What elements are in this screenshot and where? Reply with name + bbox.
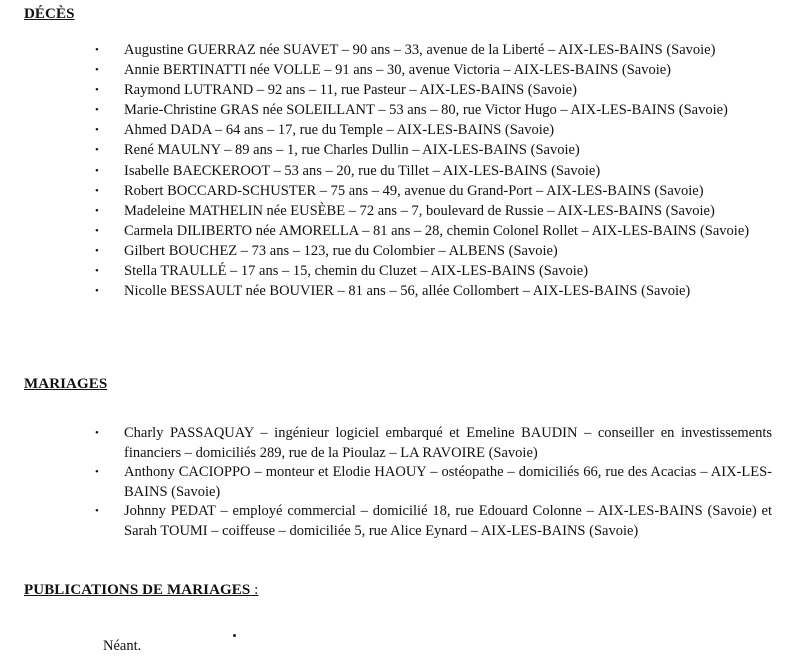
list-item — [0, 141, 800, 161]
bullet-icon: • — [95, 285, 99, 298]
bullet-icon: • — [95, 466, 99, 479]
list-item — [0, 202, 800, 222]
bullet-icon: • — [95, 104, 99, 117]
mariages-heading — [24, 376, 107, 393]
bullet-icon: • — [95, 84, 99, 97]
bullet-icon: • — [95, 64, 99, 77]
deces-entry: Madeleine MATHELIN née EUSÈBE – 72 ans – 7, boulevard de Russie – AIX-LES-BAINS (Savoie) — [124, 202, 715, 219]
mariages-entry: Charly PASSAQUAY – ingénieur logiciel embarqué et Emeline BAUDIN – conseiller en investissements financiers – domiciliés 289, rue de la Pioulaz – LA RAVOIRE (Savoie) — [124, 425, 772, 461]
list-item — [0, 162, 800, 182]
bullet-icon: • — [95, 265, 99, 278]
list-item — [0, 182, 800, 202]
list-item — [0, 121, 800, 141]
bullet-icon: • — [95, 184, 99, 197]
mariages-title: MARIAGES — [24, 376, 108, 392]
list-item — [0, 424, 800, 463]
publications-title: PUBLICATIONS DE MARIAGES — [24, 582, 251, 598]
bullet-icon: • — [95, 124, 99, 137]
list-item — [0, 242, 800, 262]
deces-entry: Carmela DILIBERTO née AMORELLA – 81 ans – 28, chemin Colonel Rollet – AIX-LES-BAINS (Savoie) — [124, 222, 750, 239]
list-item — [0, 282, 800, 302]
deces-entry: Stella TRAULLÉ – 17 ans – 15, chemin du Cluzet – AIX-LES-BAINS (Savoie) — [124, 263, 589, 280]
bullet-icon: • — [95, 164, 99, 177]
list-item — [0, 222, 800, 242]
list-item — [0, 41, 800, 61]
mariages-entry: Anthony CACIOPPO – monteur et Elodie HAOUY – ostéopathe – domiciliés 66, rue des Acacias – AIX-LES-BAINS (Savoie) — [124, 464, 772, 500]
mariages-entry: Johnny PEDAT – employé commercial – domicilié 18, rue Edouard Colonne – AIX-LES-BAINS (Savoie) et Sarah TOUMI – coiffeuse – domiciliée 5, rue Alice Eynard – AIX-LES-BAINS (Savoie) — [124, 503, 772, 539]
publications-content: Néant. — [103, 638, 142, 654]
deces-title: DÉCÈS — [24, 6, 75, 22]
deces-entry: Isabelle BAECKEROOT – 53 ans – 20, rue du Tillet – AIX-LES-BAINS (Savoie) — [124, 162, 601, 179]
deces-entry: Robert BOCCARD-SCHUSTER – 75 ans – 49, avenue du Grand-Port – AIX-LES-BAINS (Savoie) — [124, 182, 704, 199]
mariages-list — [0, 424, 800, 542]
deces-entry: René MAULNY – 89 ans – 1, rue Charles Dullin – AIX-LES-BAINS (Savoie) — [124, 142, 580, 159]
list-item — [0, 101, 800, 121]
bullet-icon: • — [95, 204, 99, 217]
publications-heading — [24, 582, 258, 599]
bullet-icon: • — [95, 144, 99, 157]
deces-entry: Gilbert BOUCHEZ – 73 ans – 123, rue du Colombier – ALBENS (Savoie) — [124, 242, 558, 259]
deces-entry: Annie BERTINATTI née VOLLE – 91 ans – 30, avenue Victoria – AIX-LES-BAINS (Savoie) — [124, 62, 671, 79]
list-item — [0, 61, 800, 81]
bullet-icon: • — [95, 224, 99, 237]
bullet-icon: • — [95, 244, 99, 257]
deces-entry: Marie-Christine GRAS née SOLEILLANT – 53 ans – 80, rue Victor Hugo – AIX-LES-BAINS (Savoie) — [124, 102, 728, 119]
deces-entry: Augustine GUERRAZ née SUAVET – 90 ans – 33, avenue de la Liberté – AIX-LES-BAINS (Savoie) — [124, 42, 716, 58]
deces-entry: Ahmed DADA – 64 ans – 17, rue du Temple – AIX-LES-BAINS (Savoie) — [124, 122, 555, 139]
scan-speck — [233, 634, 236, 637]
list-item — [0, 81, 800, 101]
deces-heading — [24, 6, 75, 23]
list-item — [0, 502, 800, 541]
list-item — [0, 463, 800, 502]
list-item — [0, 262, 800, 282]
publications-title-suffix: : — [250, 582, 259, 598]
bullet-icon: • — [95, 505, 99, 518]
bullet-icon: • — [95, 427, 99, 439]
deces-list — [0, 41, 800, 302]
deces-entry: Raymond LUTRAND – 92 ans – 11, rue Pasteur – AIX-LES-BAINS (Savoie) — [124, 82, 577, 99]
deces-entry: Nicolle BESSAULT née BOUVIER – 81 ans – 56, allée Collombert – AIX-LES-BAINS (Savoie) — [124, 283, 691, 300]
bullet-icon: • — [95, 44, 99, 56]
